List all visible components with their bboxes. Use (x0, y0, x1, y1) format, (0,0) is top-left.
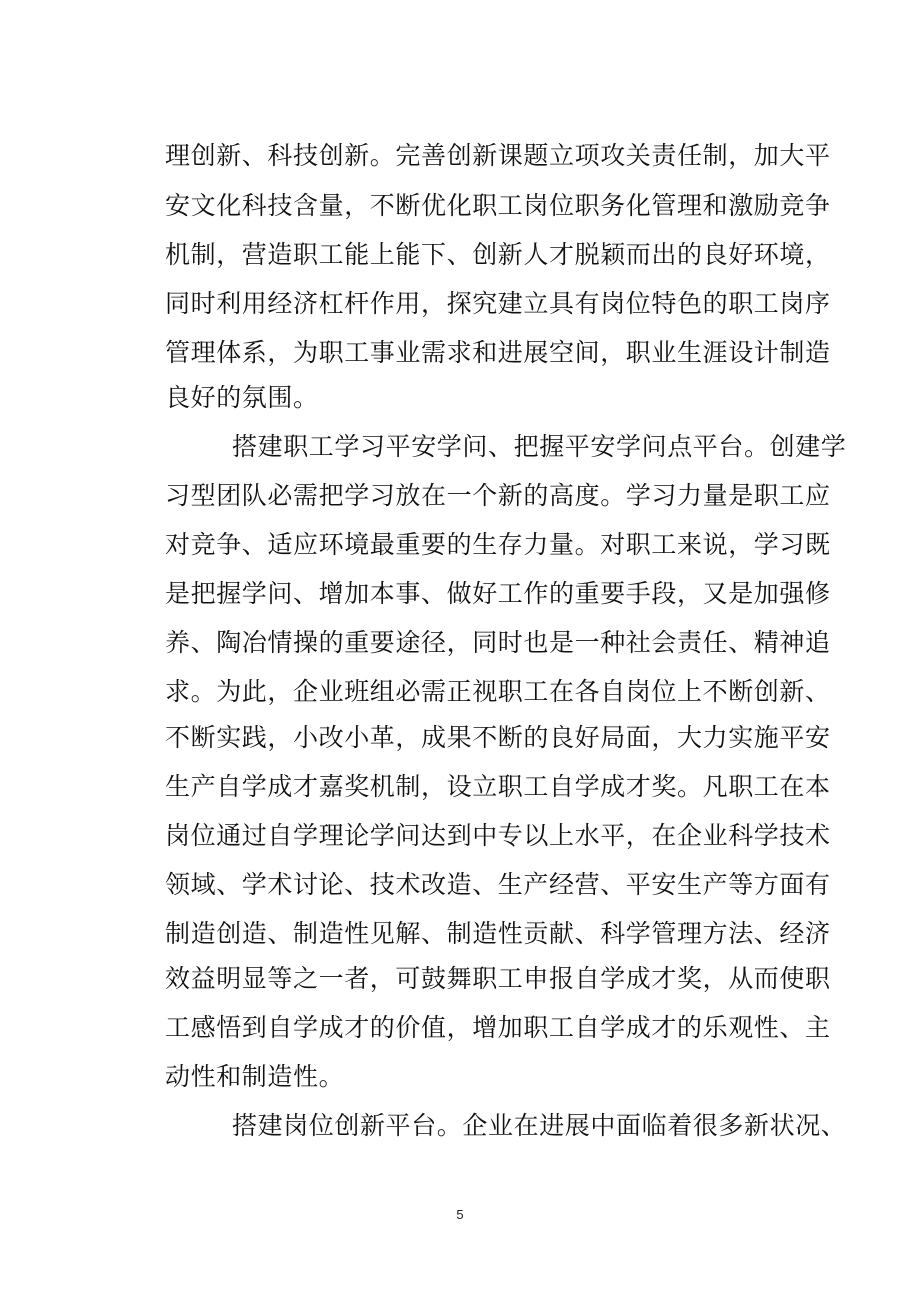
paragraph-2-line-14: 动性和制造性。 (165, 1062, 345, 1091)
paragraph-1-line-6: 良好的氛围。 (165, 383, 319, 412)
paragraph-2-line-6: 求。为此，企业班组必需正视职工在各自岗位上不断创新、 (165, 677, 831, 706)
paragraph-2-line-13: 工感悟到自学成才的价值，增加职工自学成才的乐观性、主 (165, 1013, 831, 1042)
paragraph-1-line-5: 管理体系，为职工事业需求和进展空间，职业生涯设计制造 (165, 338, 831, 367)
page-number: 5 (456, 1207, 464, 1222)
paragraph-2-line-7: 不断实践，小改小革，成果不断的良好局面，大力实施平安 (165, 723, 831, 752)
paragraph-2-line-12: 效益明显等之一者，可鼓舞职工申报自学成才奖，从而使职 (165, 964, 831, 993)
paragraph-2-line-11: 制造创造、制造性见解、制造性贡献、科学管理方法、经济 (165, 919, 831, 948)
paragraph-2-line-2: 习型团队必需把学习放在一个新的高度。学习力量是职工应 (165, 481, 831, 510)
paragraph-2-line-5: 养、陶冶情操的重要途径，同时也是一种社会责任、精神追 (165, 628, 831, 657)
paragraph-2-line-9: 岗位通过自学理论学问达到中专以上水平，在企业科学技术 (165, 821, 831, 850)
paragraph-1-line-1: 理创新、科技创新。完善创新课题立项攻关责任制，加大平 (165, 141, 831, 170)
paragraph-1-line-2: 安文化科技含量，不断优化职工岗位职务化管理和激励竞争 (165, 191, 831, 220)
paragraph-1-line-3: 机制，营造职工能上能下、创新人才脱颖而出的良好环境， (165, 240, 831, 269)
paragraph-2-line-3: 对竞争、适应环境最重要的生存力量。对职工来说，学习既 (165, 530, 831, 559)
paragraph-2-line-1: 搭建职工学习平安学问、把握平安学问点平台。创建学 (232, 432, 847, 461)
paragraph-2-line-4: 是把握学问、增加本事、做好工作的重要手段，又是加强修 (165, 579, 831, 608)
paragraph-1-line-4: 同时利用经济杠杆作用，探究建立具有岗位特色的职工岗序 (165, 289, 831, 318)
paragraph-2-line-8: 生产自学成才嘉奖机制，设立职工自学成才奖。凡职工在本 (165, 772, 831, 801)
paragraph-2-line-10: 领域、学术讨论、技术改造、生产经营、平安生产等方面有 (165, 870, 831, 899)
paragraph-3-line-1: 搭建岗位创新平台。企业在进展中面临着很多新状况、 (232, 1111, 847, 1140)
